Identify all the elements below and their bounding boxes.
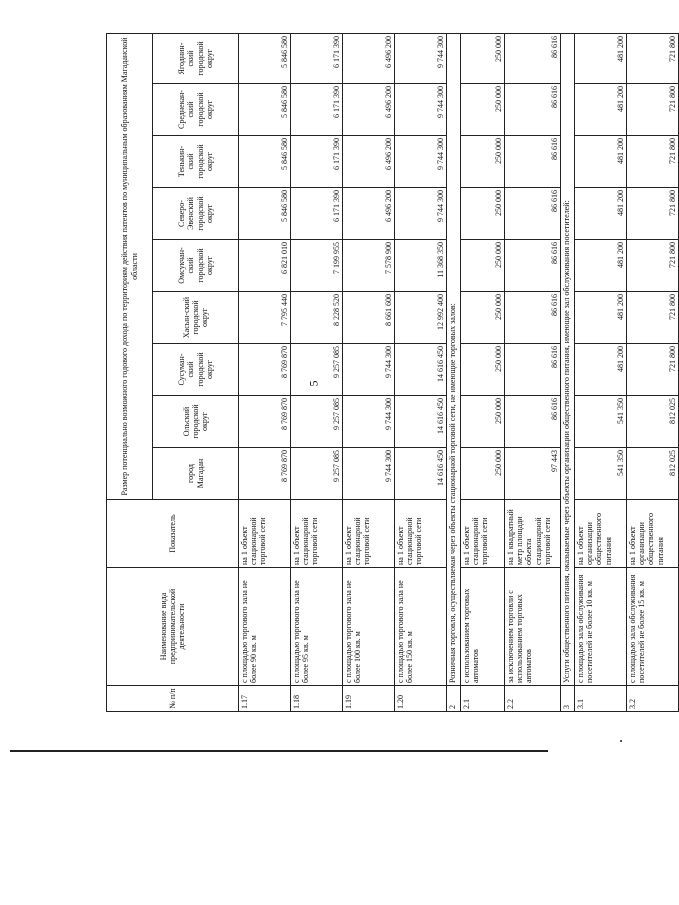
table-row (343, 34, 395, 712)
row-number: 2.1 (461, 686, 505, 712)
header-activity: Наименование вида предпринимательской деятельности (107, 568, 239, 686)
income-value-cell: 97 443 (505, 448, 561, 500)
activity-cell: с площадью торгового зала не более 100 кв. м (343, 568, 395, 686)
table-row (561, 34, 575, 712)
table-row (505, 34, 561, 712)
income-value-cell: 14 616 450 (395, 396, 447, 448)
income-value-cell: 9 744 300 (343, 448, 395, 500)
income-value-cell: 7 199 955 (291, 240, 343, 292)
income-value-cell: 9 744 300 (395, 188, 447, 240)
income-value-cell: 6 821 010 (239, 240, 291, 292)
row-number: 1.20 (395, 686, 447, 712)
income-value-cell: 6 171 390 (291, 188, 343, 240)
income-value-cell: 250 000 (461, 84, 505, 136)
table-row (575, 34, 627, 712)
income-value-cell: 721 800 (627, 292, 679, 344)
row-number: 1.18 (291, 686, 343, 712)
income-value-cell: 86 616 (505, 136, 561, 188)
scan-speck (620, 740, 622, 742)
income-value-cell: 250 000 (461, 188, 505, 240)
income-value-cell: 250 000 (461, 292, 505, 344)
income-value-cell: 541 350 (575, 448, 627, 500)
row-number: 1.19 (343, 686, 395, 712)
header-region: Ягоднин-ский городской округ (153, 34, 239, 84)
income-value-cell: 250 000 (461, 448, 505, 500)
row-number: 1.17 (239, 686, 291, 712)
income-value-cell: 14 616 450 (395, 448, 447, 500)
income-value-cell: 11 368 350 (395, 240, 447, 292)
table-row (627, 34, 679, 712)
row-number: 3.1 (575, 686, 627, 712)
income-value-cell: 481 200 (575, 34, 627, 84)
income-value-cell: 86 616 (505, 344, 561, 396)
income-value-cell: 86 616 (505, 292, 561, 344)
indicator-cell: на 1 объект стационарной торговой сети (395, 500, 447, 568)
horizontal-rule (10, 750, 548, 752)
activity-cell: с использованием торговых автоматов (461, 568, 505, 686)
table-row (461, 34, 505, 712)
income-value-cell: 86 616 (505, 396, 561, 448)
income-value-cell: 6 171 390 (291, 34, 343, 84)
header-region: Ольский городской округ (153, 396, 239, 448)
income-value-cell: 9 744 300 (395, 34, 447, 84)
income-value-cell: 250 000 (461, 396, 505, 448)
income-value-cell: 6 496 200 (343, 84, 395, 136)
income-value-cell: 250 000 (461, 240, 505, 292)
table-row (291, 34, 343, 712)
income-value-cell: 12 992 400 (395, 292, 447, 344)
table-row (239, 34, 291, 712)
header-region: Среднекан-ский городской округ (153, 84, 239, 136)
income-value-cell: 481 200 (575, 344, 627, 396)
income-value-cell: 6 496 200 (343, 34, 395, 84)
rotated-table-container (106, 36, 677, 712)
income-value-cell: 9 257 085 (291, 396, 343, 448)
income-value-cell: 721 800 (627, 84, 679, 136)
income-value-cell: 5 846 580 (239, 34, 291, 84)
table-header (107, 34, 239, 712)
income-value-cell: 721 800 (627, 136, 679, 188)
income-value-cell: 721 800 (627, 240, 679, 292)
income-value-cell: 481 200 (575, 84, 627, 136)
section-title: Розничная торговля, осуществляемая через объекты стационарной торговой сети, не имеющие торговых залов: (447, 34, 461, 686)
header-region: Тенькин-ский городской округ (153, 136, 239, 188)
activity-cell: с площадью торгового зала не более 95 кв. м (291, 568, 343, 686)
income-value-cell: 5 846 580 (239, 84, 291, 136)
income-value-cell: 9 744 300 (395, 136, 447, 188)
activity-cell: с площадью зала обслуживания посетителей не более 15 кв. м (627, 568, 679, 686)
activity-cell: за исключением торговли с использованием торговых автоматов (505, 568, 561, 686)
row-number: 3 (561, 686, 575, 712)
activity-cell: с площадью торгового зала не более 90 кв. м (239, 568, 291, 686)
indicator-cell: на 1 объект стационарной торговой сети (239, 500, 291, 568)
table-body (239, 34, 679, 712)
header-region: Северо-Эвенский городской округ (153, 188, 239, 240)
income-value-cell: 14 616 450 (395, 344, 447, 396)
income-value-cell: 481 200 (575, 188, 627, 240)
patent-income-table-frame (106, 36, 677, 712)
section-title: Услуги общественного питания, оказываемые через объекты организации общественного питания, имеющие зал обслуживания посетителей: (561, 34, 575, 686)
income-value-cell: 812 025 (627, 396, 679, 448)
income-value-cell: 86 616 (505, 84, 561, 136)
income-value-cell: 6 171 390 (291, 84, 343, 136)
income-value-cell: 8 661 600 (343, 292, 395, 344)
activity-cell: с площадью торгового зала не более 150 кв. м (395, 568, 447, 686)
header-region: Омсукчан-ский городской округ (153, 240, 239, 292)
row-number: 2.2 (505, 686, 561, 712)
income-value-cell: 9 744 300 (343, 396, 395, 448)
header-income-group: Размер потенциально возможного годового дохода по территориям действия патентов по муниципальным образованиям Магаданской области (107, 34, 153, 500)
income-value-cell: 6 496 200 (343, 136, 395, 188)
indicator-cell: на 1 объект организации общественного питания (575, 500, 627, 568)
income-value-cell: 5 846 580 (239, 188, 291, 240)
patent-income-table (106, 33, 679, 712)
income-value-cell: 481 200 (575, 136, 627, 188)
header-region: город Магадан (153, 448, 239, 500)
income-value-cell: 481 200 (575, 240, 627, 292)
table-row (395, 34, 447, 712)
income-value-cell: 6 171 390 (291, 136, 343, 188)
row-number: 3.2 (627, 686, 679, 712)
row-number: 2 (447, 686, 461, 712)
indicator-cell: на 1 объект организации общественного питания (627, 500, 679, 568)
income-value-cell: 5 846 580 (239, 136, 291, 188)
indicator-cell: на 1 квадратный метр площади объекта стационарной торговой сети (505, 500, 561, 568)
income-value-cell: 8 769 870 (239, 448, 291, 500)
income-value-cell: 6 496 200 (343, 188, 395, 240)
income-value-cell: 86 616 (505, 240, 561, 292)
income-value-cell: 8 769 870 (239, 396, 291, 448)
income-value-cell: 9 744 300 (343, 344, 395, 396)
income-value-cell: 250 000 (461, 34, 505, 84)
income-value-cell: 721 800 (627, 344, 679, 396)
income-value-cell: 721 800 (627, 34, 679, 84)
income-value-cell: 9 744 300 (395, 84, 447, 136)
header-indicator: Показатель (107, 500, 239, 568)
income-value-cell: 8 228 520 (291, 292, 343, 344)
income-value-cell: 9 257 085 (291, 344, 343, 396)
header-number: № п/п (107, 686, 239, 712)
activity-cell: с площадью зала обслуживания посетителей не более 10 кв. м (575, 568, 627, 686)
header-region: Сусуман-ский городской округ (153, 344, 239, 396)
income-value-cell: 86 616 (505, 188, 561, 240)
income-value-cell: 812 025 (627, 448, 679, 500)
income-value-cell: 9 257 085 (291, 448, 343, 500)
table-row (447, 34, 461, 712)
income-value-cell: 86 616 (505, 34, 561, 84)
indicator-cell: на 1 объект стационарной торговой сети (461, 500, 505, 568)
income-value-cell: 250 000 (461, 344, 505, 396)
page-number: 5 (306, 380, 321, 387)
indicator-cell: на 1 объект стационарной торговой сети (291, 500, 343, 568)
income-value-cell: 8 769 870 (239, 344, 291, 396)
income-value-cell: 7 795 440 (239, 292, 291, 344)
income-value-cell: 7 578 900 (343, 240, 395, 292)
income-value-cell: 541 350 (575, 396, 627, 448)
indicator-cell: на 1 объект стационарной торговой сети (343, 500, 395, 568)
header-region: Хасын-ский городской округ (153, 292, 239, 344)
income-value-cell: 250 000 (461, 136, 505, 188)
income-value-cell: 721 800 (627, 188, 679, 240)
income-value-cell: 481 200 (575, 292, 627, 344)
